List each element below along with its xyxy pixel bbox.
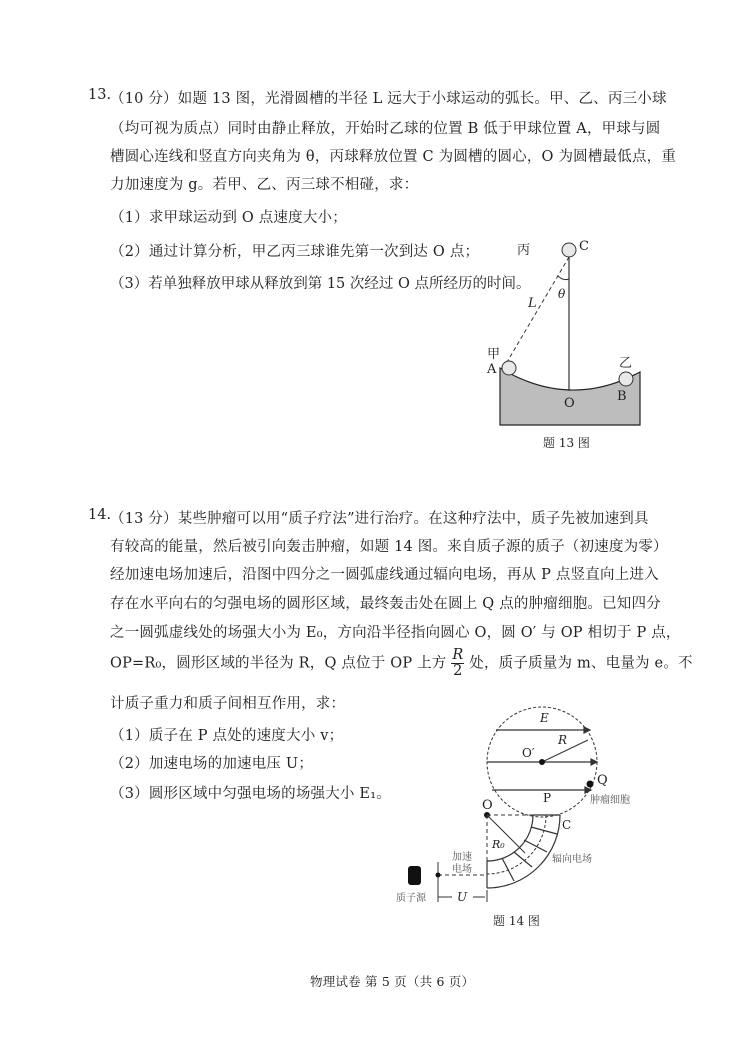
q14-line-2: 有较高的能量，然后被引向轰击肿瘤，如题 14 图。来自质子源的质子（初速度为零） (110, 539, 668, 555)
fraction-R-over-2: $\frac{R}{2}$ (452, 647, 464, 679)
q13-line-3: 槽圆心连线和竖直方向夹角为 θ，丙球释放位置 C 为圆槽的圆心，O 为圆槽最低点，重 (110, 149, 677, 165)
q14-line-6 (110, 648, 693, 679)
q13-line-2: （均可视为质点）同时由静止释放，开始时乙球的位置 B 低于甲球位置 A，甲球与圆 (110, 121, 661, 137)
label-B: B (617, 389, 627, 404)
label-U: U (457, 890, 468, 904)
label-L: L (528, 296, 537, 311)
q14-line-6-b: 处，质子质量为 m、电量为 e。不 (469, 655, 693, 672)
q14-sub-2: （2）加速电场的加速电压 U； (110, 756, 314, 772)
q13-sub-3: （3）若单独释放甲球从释放到第 15 次经过 O 点所经历的时间。 (110, 276, 531, 292)
label-C: C (579, 239, 589, 254)
label-proton-source: 质子源 (396, 893, 426, 904)
label-O: O (564, 396, 575, 411)
ball-yi (619, 372, 633, 386)
q13-line-4: 力加速度为 g。若甲、乙、丙三球不相碰，求： (110, 177, 419, 193)
q14-line-7: 计质子重力和质子间相互作用，求： (110, 696, 346, 712)
label-E: E (540, 711, 549, 725)
q14-line-5: 之一圆弧虚线处的场强大小为 E₀，方向沿半径指向圆心 O，圆 O′ 与 OP 相切于 P 点， (110, 625, 681, 641)
q13-sub-2: （2）通过计算分析，甲乙丙三球谁先第一次到达 O 点； (110, 244, 480, 260)
q14-sub-1: （1）质子在 P 点处的速度大小 v； (110, 728, 344, 744)
q13-sub-1: （1）求甲球运动到 O 点速度大小； (110, 210, 347, 226)
theta-arc (558, 276, 569, 280)
label-O: O (482, 798, 493, 813)
q14-line-1: （13 分）某些肿瘤可以用“质子疗法”进行治疗。在这种疗法中，质子先被加速到具 (110, 511, 649, 527)
label-bing: 丙 (517, 243, 531, 258)
ball-jia (502, 361, 516, 375)
label-Q: Q (597, 773, 608, 788)
point-Q (587, 781, 594, 788)
ball-bing (562, 243, 576, 257)
q14-number: 14. (88, 507, 112, 523)
label-accel-2: 电场 (452, 864, 472, 875)
label-tumor-cell: 肿瘤细胞 (590, 795, 630, 806)
label-accel-1: 加速 (452, 852, 472, 863)
q13-number: 13. (88, 87, 112, 103)
center-Oprime (539, 759, 545, 765)
label-A: A (487, 362, 497, 377)
q14-line-4: 存在水平向右的匀强电场的圆形区域，最终轰击处在圆上 Q 点的肿瘤细胞。已知四分 (110, 596, 661, 612)
label-jia: 甲 (487, 347, 501, 362)
label-P: P (543, 791, 552, 805)
string-L (507, 257, 569, 362)
label-Oprime: O′ (522, 746, 535, 760)
label-R: R (558, 733, 568, 747)
q14-line-3: 经加速电场加速后，沿图中四分之一圆弧虚线通过辐向电场，再从 P 点竖直向上进入 (110, 567, 659, 583)
figure-13-caption: 题 13 图 (543, 436, 590, 450)
label-radial-field: 辐向电场 (552, 854, 592, 865)
label-C: C (562, 818, 572, 832)
q14-sub-3: （3）圆形区域中匀强电场的场强大小 E₁。 (110, 786, 391, 802)
proton-source (408, 866, 421, 885)
q13-line-1: （10 分）如题 13 图，光滑圆槽的半径 L 远大于小球运动的弧长。甲、乙、丙三小球 (110, 91, 667, 107)
label-R0: R₀ (492, 838, 505, 851)
q14-line-6-a: OP=R₀，圆形区域的半径为 R，Q 点位于 OP 上方 (110, 655, 447, 672)
label-theta: θ (558, 287, 566, 301)
figure-14-caption: 题 14 图 (493, 914, 540, 928)
page-footer: 物理试卷 第 5 页（共 6 页） (310, 974, 475, 989)
label-yi: 乙 (619, 356, 633, 371)
